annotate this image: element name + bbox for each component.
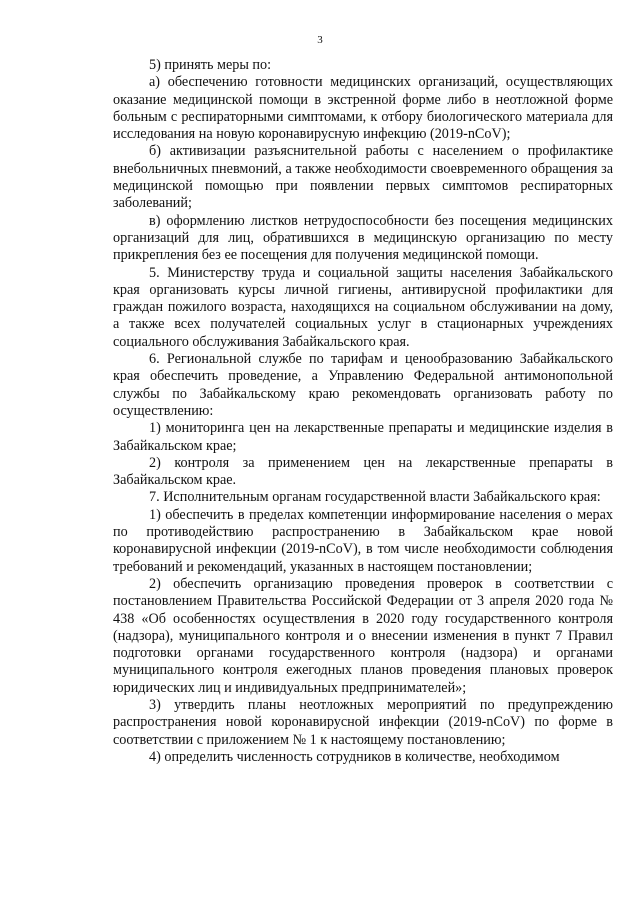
paragraph-section-7-item-2: 2) обеспечить организацию проведения проверок в соответствии с постановлением Правительства Российской Федерации от 3 апреля 2020 года № 438 «Об особенностях осуществления в 2020 году государственного контроля (надзора), муниципального контроля и о внесении изменения в пункт 7 Правил подготовки органами государственного контроля (надзора) и органами муниципального контроля ежегодных планов проведения плановых проверок юридических лиц и индивидуальных предпринимателей»; (113, 575, 613, 696)
page-number: 3 (317, 34, 323, 46)
paragraph-section-7: 7. Исполнительным органам государственной власти Забайкальского края: (149, 489, 601, 506)
paragraph-section-5: 5. Министерству труда и социальной защиты населения Забайкальского края организовать курсы личной гигиены, антивирусной профилактики для граждан пожилого возраста, находящихся на социальном обслуживании на дому, а также всех получателей социальных услуг в стационарных учреждениях социального обслуживания Забайкальского края. (113, 264, 613, 350)
paragraph-section-7-item-4: 4) определить численность сотрудников в количестве, необходимом (149, 748, 560, 765)
paragraph-subitem-v: в) оформлению листков нетрудоспособности без посещения медицинских организаций для лиц, обратившихся в медицинскую организацию по месту прикрепления без ее посещения для получения медицинской помощи. (113, 212, 613, 264)
paragraph-subitem-a: а) обеспечению готовности медицинских организаций, осуществляющих оказание медицинской помощи в экстренной форме либо в неотложной форме больным с респираторными симптомами, к отбору биологического материала для исследования на новую коронавирусную инфекцию (2019-nCoV); (113, 74, 613, 143)
paragraph-section-7-item-3: 3) утвердить планы неотложных мероприятий по предупреждению распространения новой коронавирусной инфекции (2019-nCoV) по форме в соответствии с приложением № 1 к настоящему постановлению; (113, 696, 613, 748)
paragraph-section-6-item-2: 2) контроля за применением цен на лекарственные препараты в Забайкальском крае. (113, 454, 613, 489)
paragraph-subitem-b: б) активизации разъяснительной работы с населением о профилактике внебольничных пневмоний, а также необходимости своевременного обращения за медицинской помощью при появлении первых симптомов респираторных заболеваний; (113, 143, 613, 212)
paragraph-section-6-item-1: 1) мониторинга цен на лекарственные препараты и медицинские изделия в Забайкальском крае; (113, 420, 613, 454)
paragraph-section-6: 6. Региональной службе по тарифам и ценообразованию Забайкальского края обеспечить проведение, а Управлению Федеральной антимонопольной службы по Забайкальскому краю рекомендовать организовать работу по осуществлению: (113, 351, 613, 419)
document-body (113, 57, 613, 766)
paragraph-item-5-intro: 5) принять меры по: (149, 57, 272, 73)
paragraph-section-7-item-1: 1) обеспечить в пределах компетенции информирование населения о мерах по противодействию распространению в Забайкальском крае новой коронавирусной инфекции (2019-nCoV), в том числе необходимости соблюдения требований и рекомендаций, указанных в настоящем постановлении; (113, 506, 613, 575)
